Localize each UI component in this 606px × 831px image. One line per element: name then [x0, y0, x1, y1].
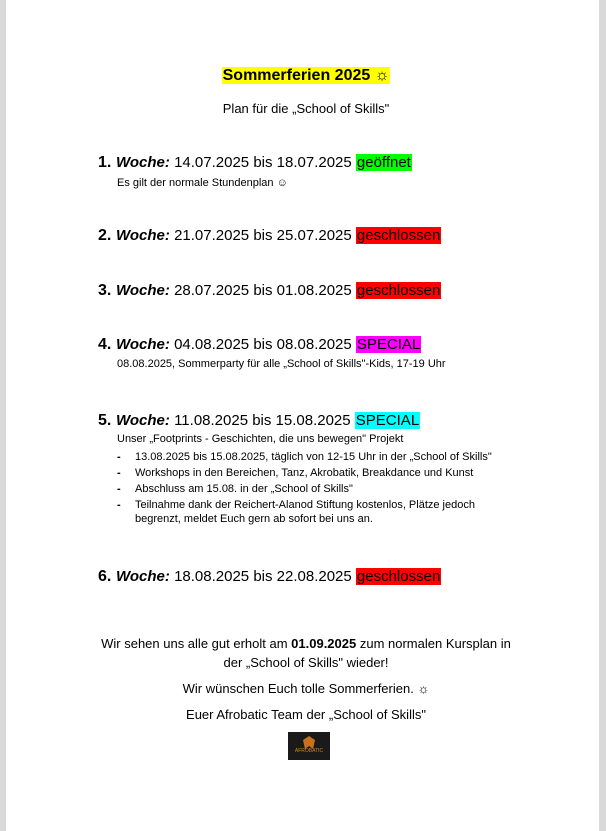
status-badge: SPECIAL: [355, 412, 420, 429]
week-label: Woche:: [116, 568, 170, 585]
closing-signature: Euer Afrobatic Team der „School of Skills": [186, 707, 426, 722]
closing-line-1: [6, 636, 606, 651]
week-5-note: Unser „Footprints - Geschichten, die uns bewegen" Projekt: [117, 433, 404, 445]
status-badge: geschlossen: [356, 282, 441, 299]
status-badge: geöffnet: [356, 154, 411, 171]
week-number: 5.: [98, 412, 112, 429]
closing-text: Wir sehen uns alle gut erholt am: [101, 636, 292, 651]
week-3: [98, 282, 441, 300]
closing-text: zum normalen Kursplan in: [356, 636, 511, 651]
week-1: [98, 154, 412, 172]
week-5-bullet-list: [117, 449, 492, 513]
status-badge: geschlossen: [356, 568, 441, 585]
week-dates: 18.08.2025 bis 22.08.2025: [169, 568, 356, 585]
logo-text: AFROBATIC: [294, 748, 324, 754]
page-subtitle: Plan für die „School of Skills": [222, 101, 390, 116]
week-5: [98, 412, 420, 430]
week-number: 2.: [98, 227, 112, 244]
week-2: [98, 227, 441, 245]
closing-line-2: der „School of Skills" wieder!: [223, 655, 389, 670]
list-item: - Workshops in den Bereichen, Tanz, Akrobatik, Breakdance und Kunst: [117, 465, 492, 481]
closing-line-3: Wir wünschen Euch tolle Sommerferien. ☼: [182, 681, 430, 696]
week-label: Woche:: [116, 282, 170, 299]
week-number: 4.: [98, 336, 112, 353]
list-item: - Abschluss am 15.08. in der „School of Skills": [117, 481, 492, 497]
week-dates: 11.08.2025 bis 15.08.2025: [169, 412, 355, 429]
week-label: Woche:: [116, 336, 170, 353]
week-number: 6.: [98, 568, 112, 585]
week-number: 1.: [98, 154, 112, 171]
return-date: 01.09.2025: [291, 636, 357, 651]
week-dates: 14.07.2025 bis 18.07.2025: [169, 154, 356, 171]
week-4: [98, 336, 421, 354]
week-label: Woche:: [116, 412, 170, 429]
document-page: [6, 0, 599, 831]
week-6: [98, 568, 441, 586]
title-highlight: Sommerferien 2025 ☼: [222, 67, 390, 84]
week-dates: 21.07.2025 bis 25.07.2025: [169, 227, 356, 244]
week-label: Woche:: [116, 227, 170, 244]
list-item: - 13.08.2025 bis 15.08.2025, täglich von 12-15 Uhr in der „School of Skills": [117, 449, 492, 465]
week-number: 3.: [98, 282, 112, 299]
week-dates: 04.08.2025 bis 08.08.2025: [169, 336, 356, 353]
week-4-note: 08.08.2025, Sommerparty für alle „School of Skills"-Kids, 17-19 Uhr: [117, 358, 446, 370]
week-1-note: Es gilt der normale Stundenplan ☺: [117, 177, 288, 189]
status-badge: geschlossen: [356, 227, 441, 244]
week-5-bullet-continuation: begrenzt, meldet Euch gern ab sofort bei uns an.: [135, 513, 373, 525]
status-badge: SPECIAL: [356, 336, 421, 353]
page-title: [6, 67, 606, 85]
afrobatic-logo: [288, 732, 330, 760]
week-label: Woche:: [116, 154, 170, 171]
week-dates: 28.07.2025 bis 01.08.2025: [169, 282, 356, 299]
list-item: - Teilnahme dank der Reichert-Alanod Stiftung kostenlos, Plätze jedoch: [117, 497, 492, 513]
